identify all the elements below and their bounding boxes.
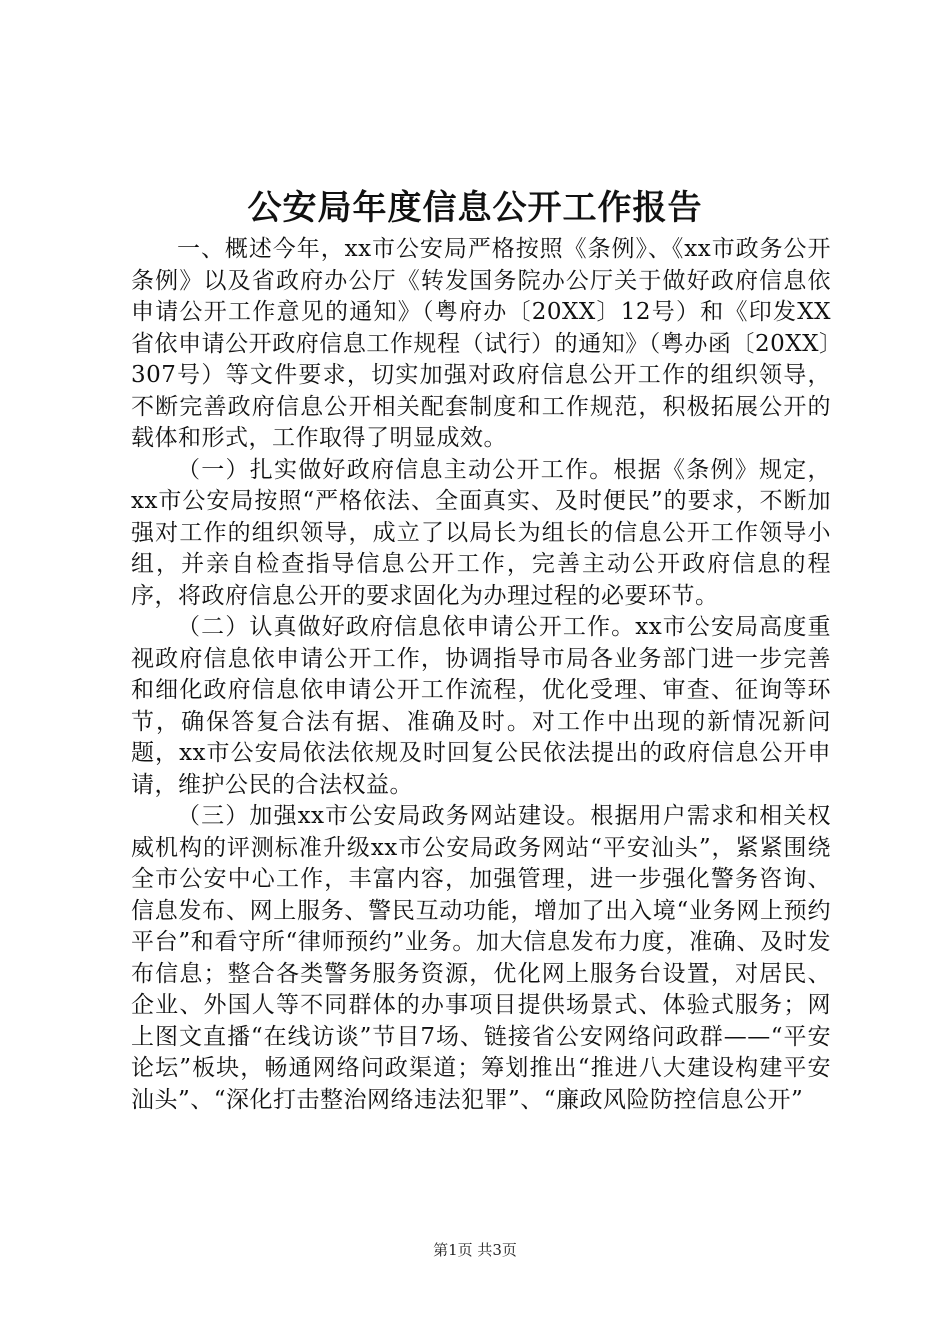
page-footer <box>0 1240 950 1260</box>
document-title: 公安局年度信息公开工作报告 <box>247 188 703 228</box>
paragraph-overview: 一、概述今年，xx市公安局严格按照《条例》、《xx市政务公开条例》以及省政府办公厅《转发国务院办公厅关于做好政府信息依申请公开工作意见的通知》（粤府办〔20XX〕12号）和《印发XX省依申请公开政府信息工作规程（试行）的通知》（粤办函〔20XX〕307号）等文件要求，切实加强对政府信息公开工作的组织领导，不断完善政府信息公开相关配套制度和工作规范，积极拓展公开的载体和形式，工作取得了明显成效。 <box>131 236 831 451</box>
paragraph-proactive-disclosure: （一）扎实做好政府信息主动公开工作。根据《条例》规定，xx市公安局按照“严格依法、全面真实、及时便民”的要求，不断加强对工作的组织领导，成立了以局长为组长的信息公开工作领导小组，并亲自检查指导信息公开工作，完善主动公开政府信息的程序，将政府信息公开的要求固化为办理过程的必要环节。 <box>131 456 831 609</box>
document-body <box>131 234 831 1116</box>
paragraph-website-construction: （三）加强xx市公安局政务网站建设。根据用户需求和相关权威机构的评测标准升级xx市公安局政务网站“平安汕头”，紧紧围绕全市公安中心工作，丰富内容，加强管理，进一步强化警务咨询、信息发布、网上服务、警民互动功能，增加了出入境“业务网上预约平台”和看守所“律师预约”业务。加大信息发布力度，准确、及时发布信息；整合各类警务服务资源，优化网上服务台设置，对居民、企业、外国人等不同群体的办事项目提供场景式、体验式服务；网上图文直播“在线访谈”节目7场、链接省公安网络问政群——“平安论坛”板块，畅通网络问政渠道；筹划推出“推进八大建设构建平安汕头”、“深化打击整治网络违法犯罪”、“廉政风险防控信息公开” <box>131 803 831 1113</box>
page-indicator: 第1页 共3页 <box>433 1241 517 1259</box>
paragraph-request-disclosure: （二）认真做好政府信息依申请公开工作。xx市公安局高度重视政府信息依申请公开工作，协调指导市局各业务部门进一步完善和细化政府信息依申请公开工作流程，优化受理、审查、征询等环节，确保答复合法有据、准确及时。对工作中出现的新情况新问题，xx市公安局依法依规及时回复公民依法提出的政府信息公开申请，维护公民的合法权益。 <box>131 614 831 798</box>
